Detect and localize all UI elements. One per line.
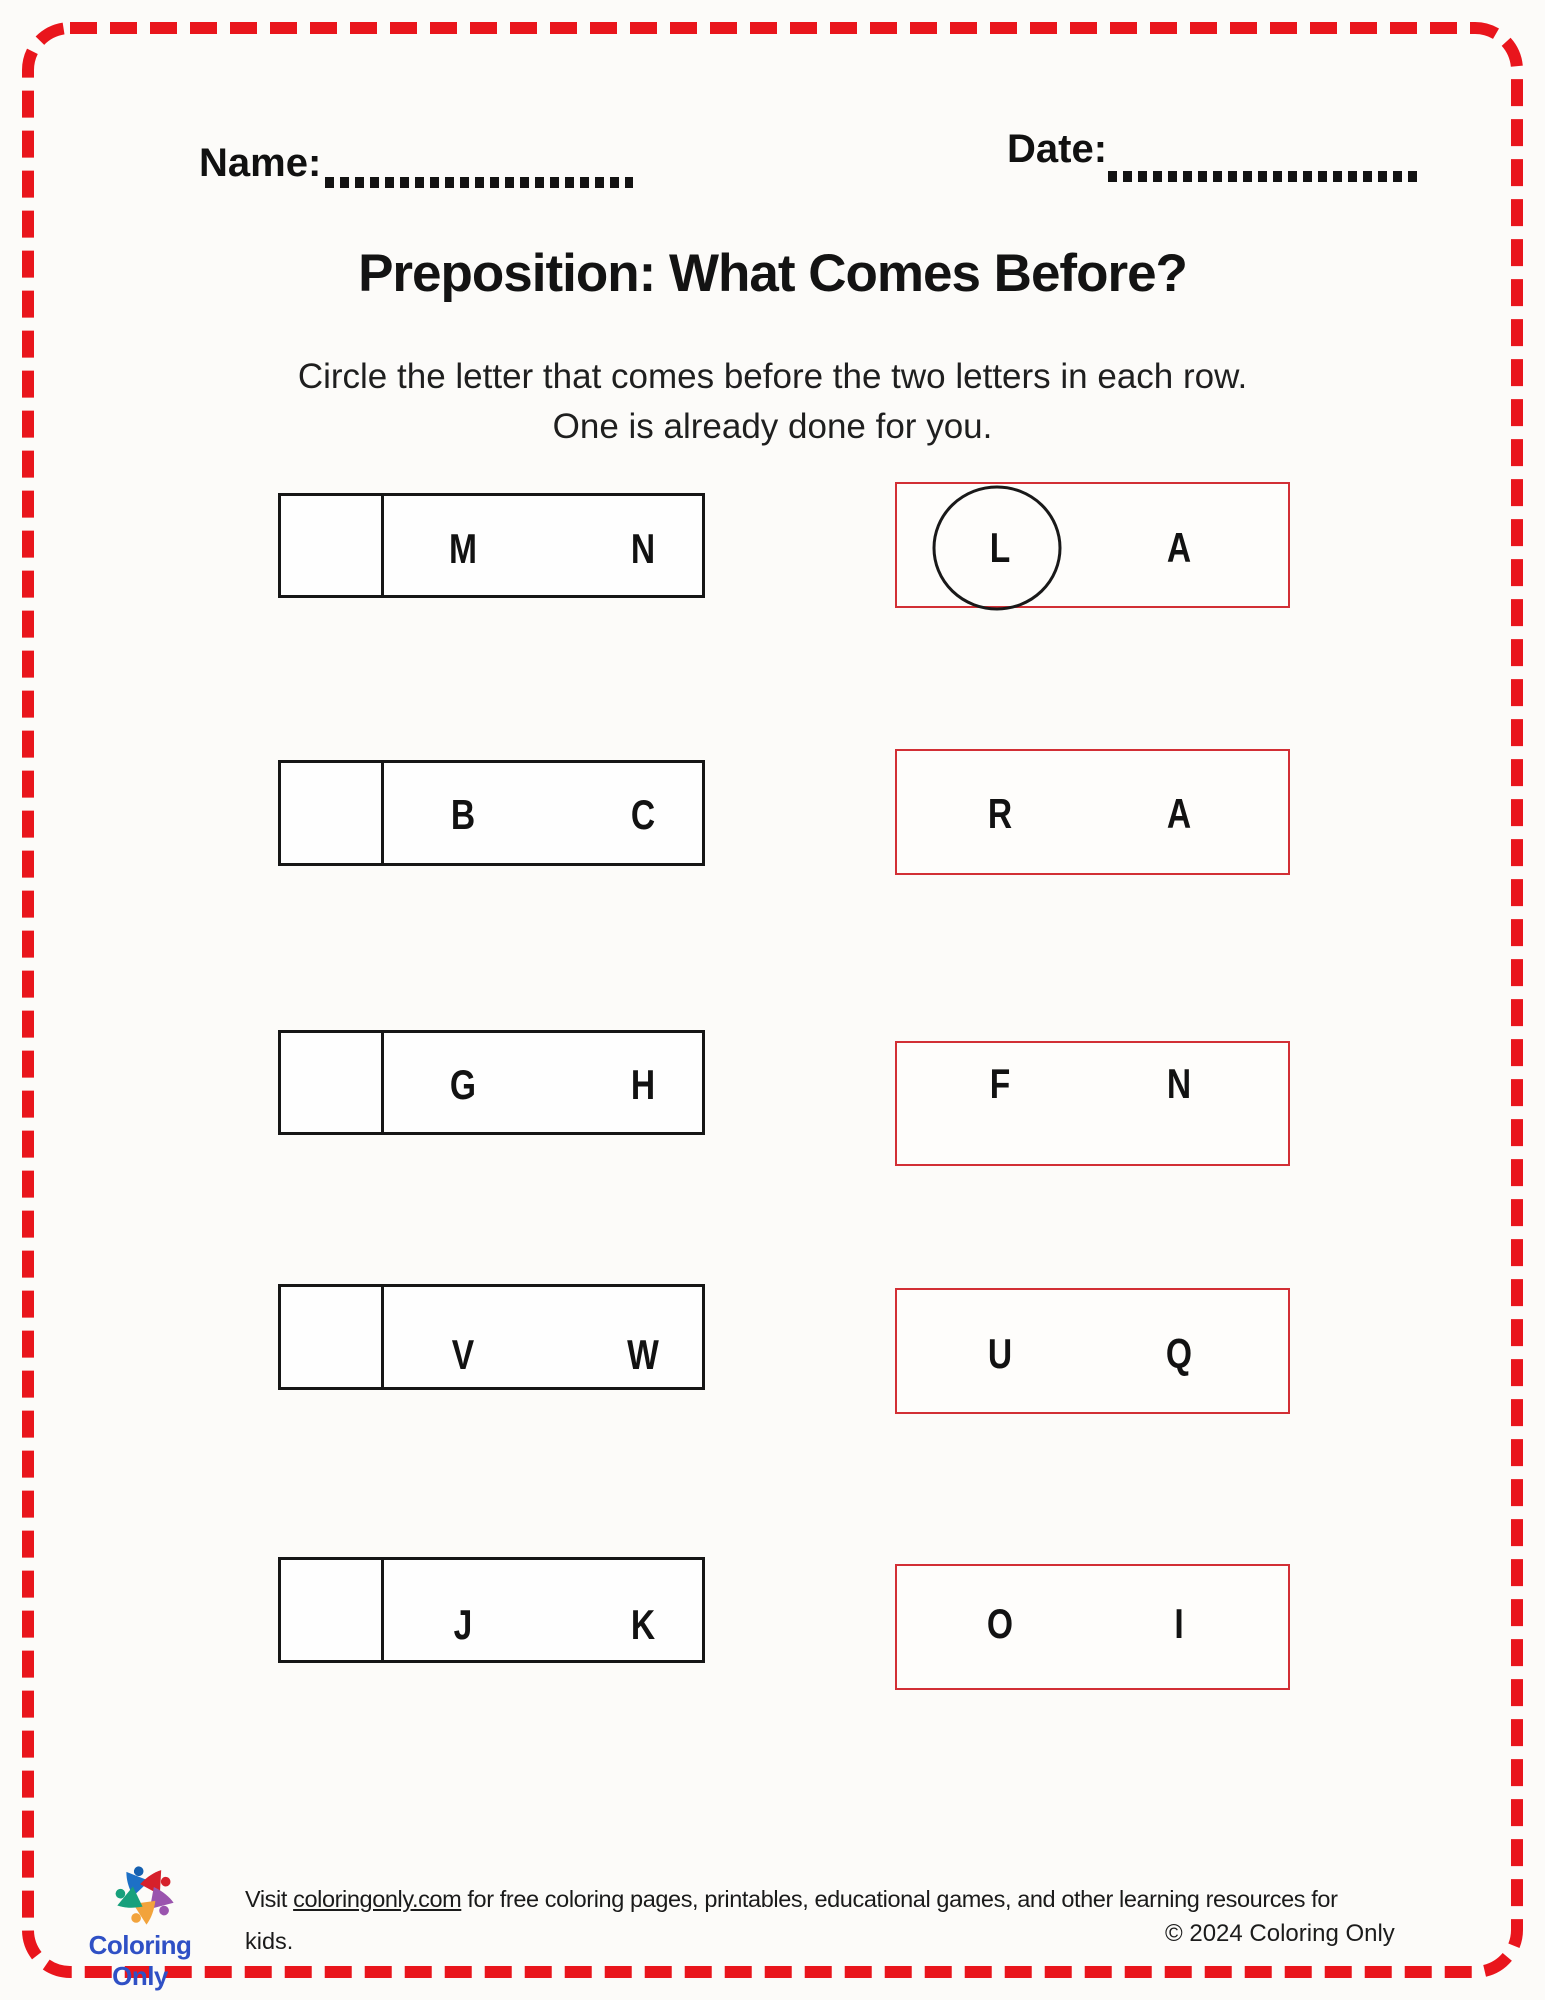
choice-letter[interactable]: A	[1166, 524, 1192, 571]
choice-letter[interactable]: R	[987, 790, 1013, 837]
footer-text-line-1	[245, 1886, 1338, 1913]
instructions-line-2: One is already done for you.	[552, 407, 993, 446]
answer-cell-row3[interactable]	[281, 1033, 384, 1132]
choice-letter[interactable]: N	[1166, 1060, 1192, 1107]
date-write-line[interactable]	[1108, 171, 1418, 182]
logo-wordmark: Coloring Only	[88, 1930, 192, 1991]
name-write-line[interactable]	[325, 177, 633, 188]
choice-letter[interactable]: A	[1166, 790, 1192, 837]
answer-cell-row4[interactable]	[281, 1287, 384, 1387]
people-star-icon	[99, 1858, 191, 1932]
choice-box-row4	[895, 1288, 1290, 1414]
choice-letter[interactable]: F	[989, 1060, 1011, 1107]
left-answer-box-row3	[278, 1030, 705, 1135]
choice-box-row5	[895, 1564, 1290, 1690]
given-letter: G	[449, 1061, 477, 1108]
answer-cell-row1[interactable]	[281, 496, 384, 595]
footer-text-line-2: kids.	[245, 1928, 294, 1954]
page-title: Preposition: What Comes Before?	[358, 244, 1187, 303]
choice-letter[interactable]: Q	[1165, 1330, 1193, 1377]
choice-letter[interactable]: I	[1174, 1600, 1184, 1647]
given-letter: B	[450, 791, 476, 838]
instructions-line-1: Circle the letter that comes before the two letters in each row.	[297, 357, 1248, 396]
answer-cell-row2[interactable]	[281, 763, 384, 863]
choice-letter[interactable]: L	[989, 524, 1011, 571]
date-label: Date:	[1007, 127, 1108, 171]
name-label: Name:	[199, 141, 322, 185]
coloringonly-link[interactable]: coloringonly.com	[293, 1886, 462, 1912]
given-letter: K	[630, 1601, 656, 1648]
choice-box-row2	[895, 749, 1290, 875]
given-letter: N	[630, 525, 656, 572]
choice-box-row3	[895, 1041, 1290, 1166]
choice-letter[interactable]: U	[987, 1330, 1013, 1377]
left-answer-box-row2	[278, 760, 705, 866]
answer-cell-row5[interactable]	[281, 1560, 384, 1660]
given-letter: V	[451, 1331, 475, 1378]
choice-box-row1	[895, 482, 1290, 608]
given-letter: W	[627, 1331, 659, 1378]
given-letter: H	[630, 1061, 656, 1108]
footer-visit-suffix: for free coloring pages, printables, educational games, and other learning resources for	[461, 1886, 1338, 1912]
footer-visit-prefix: Visit	[245, 1886, 294, 1912]
left-answer-box-row1	[278, 493, 705, 598]
left-answer-box-row4	[278, 1284, 705, 1390]
given-letter: C	[630, 791, 656, 838]
given-letter: J	[453, 1601, 473, 1648]
copyright-text: © 2024 Coloring Only	[1165, 1920, 1395, 1947]
choice-letter[interactable]: O	[986, 1600, 1014, 1647]
left-answer-box-row5	[278, 1557, 705, 1663]
given-letter: M	[449, 525, 477, 572]
